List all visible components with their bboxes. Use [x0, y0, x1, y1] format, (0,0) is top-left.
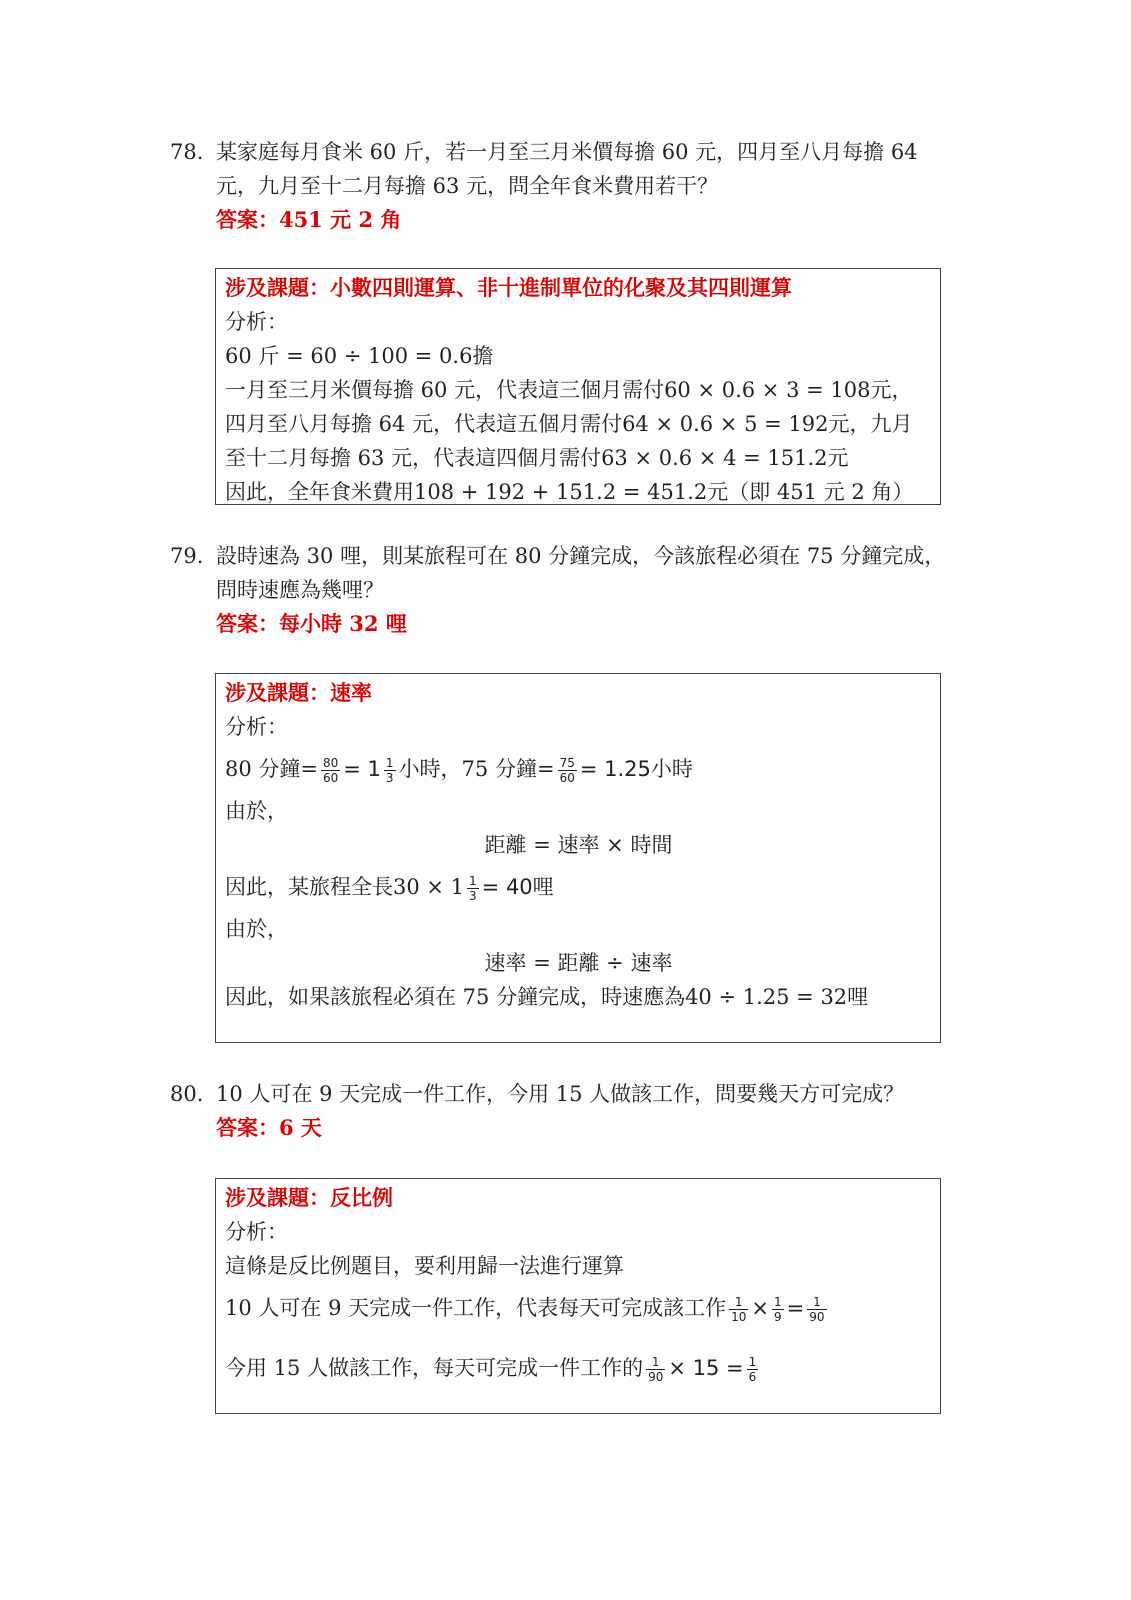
analysis-line: 60 斤 = 60 ÷ 100 = 0.6擔 [225, 344, 494, 368]
analysis-box-79 [215, 673, 941, 1043]
text-segment: 80 分鐘= [225, 757, 318, 781]
question-number: 80. [170, 1082, 204, 1106]
fraction [807, 1295, 826, 1324]
question-text: 某家庭每月食米 60 斤，若一月至三月米價每擔 60 元，四月至八月每擔 64 元，九月至十二月每擔 63 元，問全年食米費用若干？ [216, 140, 918, 198]
fraction [747, 1355, 759, 1384]
topic-heading: 涉及課題：小數四則運算、非十進制單位的化聚及其四則運算 [225, 275, 792, 300]
fraction [467, 874, 479, 903]
question-text: 10 人可在 9 天完成一件工作，今用 15 人做該工作，問要幾天方可完成？ [216, 1082, 905, 1106]
text-segment: 今用 15 人做該工作，每天可完成一件工作的 [225, 1356, 644, 1380]
denominator: 3 [385, 771, 394, 785]
question-80 [170, 1077, 960, 1145]
denominator: 60 [323, 771, 339, 785]
analysis-box-80 [215, 1178, 941, 1414]
denominator: 9 [774, 1310, 782, 1324]
fraction [729, 1295, 748, 1324]
answer: 答案：451 元 2 角 [216, 207, 402, 232]
analysis-label: 分析： [225, 1220, 288, 1244]
analysis-line: 至十二月每擔 63 元，代表這四個月需付63 × 0.6 × 4 = 151.2元 [225, 446, 849, 470]
numerator: 1 [774, 1295, 782, 1309]
answer: 答案：6 天 [216, 1115, 322, 1140]
text-segment: = [786, 1296, 805, 1320]
text-segment: 10 人可在 9 天完成一件工作，代表每天可完成該工作 [225, 1296, 727, 1320]
denominator: 3 [469, 889, 477, 903]
text-segment: × 15 = [668, 1356, 744, 1380]
fraction [646, 1355, 665, 1384]
denominator: 6 [748, 1370, 757, 1384]
fraction [558, 756, 577, 785]
question-number: 79. [170, 544, 204, 568]
time-conversion-line [225, 744, 932, 794]
analysis-label: 分析： [225, 715, 288, 739]
intro-line: 這條是反比例題目，要利用歸一法進行運算 [225, 1254, 624, 1278]
fraction [772, 1295, 784, 1324]
question-79 [170, 539, 960, 641]
analysis-line: 一月至三月米價每擔 60 元，代表這三個月需付60 × 0.6 × 3 = 108元， [225, 378, 913, 402]
since-label: 由於， [225, 917, 288, 941]
analysis-line: 四月至八月每擔 64 元，代表這五個月需付64 × 0.6 × 5 = 192元，九月 [225, 412, 913, 436]
numerator: 1 [748, 1355, 757, 1369]
numerator: 1 [807, 1295, 826, 1310]
since-label: 由於， [225, 799, 288, 823]
topic-heading: 涉及課題：反比例 [225, 1185, 393, 1210]
formula-line: 速率 = 距離 ÷ 速率 [484, 951, 673, 975]
denominator: 90 [809, 1310, 825, 1324]
per-day-line [225, 1283, 932, 1333]
text-segment: × [751, 1296, 769, 1320]
fraction [321, 756, 340, 785]
distance-line [225, 862, 932, 912]
text-segment: 小時，75 分鐘= [398, 757, 555, 781]
question-text: 設時速為 30 哩，則某旅程可在 80 分鐘完成，今該旅程必須在 75 分鐘完成，問時速應為幾哩？ [216, 544, 946, 602]
analysis-box-78 [215, 268, 941, 505]
formula-line: 距離 = 速率 × 時間 [484, 833, 673, 857]
conclusion-line: 因此，如果該旅程必須在 75 分鐘完成，時速應為40 ÷ 1.25 = 32哩 [225, 985, 869, 1009]
fifteen-people-line [225, 1343, 932, 1393]
text-segment: = 40哩 [481, 875, 554, 899]
answer: 答案：每小時 32 哩 [216, 611, 407, 636]
numerator: 1 [469, 874, 477, 888]
numerator: 1 [385, 756, 394, 770]
analysis-line: 因此，全年食米費用108 + 192 + 151.2 = 451.2元（即 451 元 2 角） [225, 480, 914, 504]
numerator: 75 [559, 756, 575, 770]
text-segment: = 1 [343, 757, 381, 781]
numerator: 80 [323, 756, 339, 770]
text-segment: = 1.25小時 [579, 757, 693, 781]
numerator: 1 [646, 1355, 665, 1370]
analysis-label: 分析： [225, 310, 288, 334]
denominator: 10 [731, 1310, 747, 1324]
text-segment: 因此，某旅程全長30 × 1 [225, 875, 465, 899]
denominator: 90 [648, 1370, 664, 1384]
numerator: 1 [729, 1295, 748, 1310]
denominator: 60 [559, 771, 575, 785]
fraction [384, 756, 396, 785]
question-78 [170, 135, 960, 237]
topic-heading: 涉及課題：速率 [225, 680, 372, 705]
question-number: 78. [170, 140, 204, 164]
